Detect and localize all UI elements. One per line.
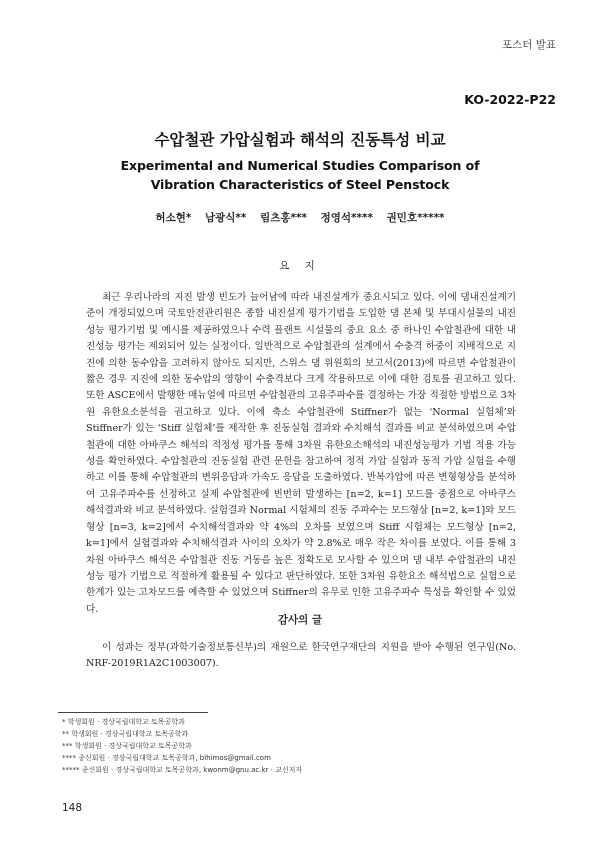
footnote-author-2: ** 학생회원 · 경상국립대학교 토목공학과 [62, 730, 189, 738]
footnote-author-3: *** 학생회원 · 경상국립대학교 토목공학과 [62, 742, 192, 750]
session-label: 포스터 발표 [501, 39, 556, 51]
footnote-author-4: **** 종신회원 · 경상국립대학교 토목공학과, bihimos@gmail.com [62, 754, 271, 762]
acknowledgement-heading: 감사의 글 [277, 614, 323, 626]
abstract-body: 최근 우리나라의 지진 발생 빈도가 늘어남에 따라 내진설계가 중요시되고 있다. 이에 댐내진설계기준이 개정되었으며 국토안전관리원은 종합 내진설계 평가기법을 도입한 댐 본체 및 부대시설물의 내진성능 평가기법 및 예시를 제공하였으나 수력 플랜트 시설물의 중요 요소 중 하나인 수압철관에 대한 내진성능 평가는 제외되어 있는 실정이다. 일반적으로 수압철관의 설계에서 수충격 하중이 지배적으로 지진에 의한 동수압을 고려하지 않아도 되지만, 스위스 댐 위원회의 보고서(2013)에 따르면 수압철관이 짧은 경우 지진에 의한 동수압의 영향이 수충격보다 크게 작용하므로 이에 대한 검토를 권고하고 있다. 또한 ASCE에서 발행한 매뉴얼에 따르면 수압철관의 고유주파수를 결정하는 가장 적절한 방법으로 3차원 유한요소분석을 권고하고 있다. 이에 축소 수압철관에 Stiffner가 없는 ‘Normal 실험체’와 Stiffner가 있는 ‘Stiff 실험체’를 제작한 후 진동실험 결과와 수치해석 결과를 비교 분석하였으며 수압철관에 대한 아바쿠스 해석의 적정성 평가를 통해 3차원 유한요소해석의 내진성능평가 기법 적용 가능성을 확인하였다. 수압철관의 진동실험 관련 문헌을 참고하여 정적 가압 실험과 동적 가압 실험을 수행하고 이를 통해 수압철관의 변위응답과 가속도 응답을 도출하였다. 반복가압에 따른 변형형상을 분석하여 고유주파수를 선정하고 실제 수압철관에 빈번히 발생하는 [n=2, k=1] 모드를 중점으로 아바쿠스 해석결과와 비교 분석하였다. 실험결과 Normal 시험체의 진동 주파수는 모드형상 [n=2, k=1]와 모드형상 [n=3, k=2]에서 수치해석결과와 약 4%의 오차를 보였으며 Stiff 시험체는 모드형상 [n=2, k=1]에서 실험결과와 수치해석결과 사이의 오차가 약 2.8%로 매우 작은 차이를 보였다. 이를 통해 3차원 아바쿠스 해석은 수압철관 진동 거동을 높은 정확도로 모사할 수 있으며 댐 내부 수압철관의 내진 성능 평가 기법으로 적절하게 활용될 수 있다고 판단하였다. 또한 3차원 유한요소 해석법으로 실험으로 한계가 있는 고차모드를 예측할 수 있었으며 Stiffner의 유무로 인한 고유주파수 특성을 확인할 수 있었다. [86, 292, 516, 615]
paper-code: KO-2022-P22 [464, 92, 556, 107]
acknowledgement-body: 이 성과는 정부(과학기술정보통신부)의 재원으로 한국연구재단의 지원을 받아 수행된 연구임(No. NRF-2019R1A2C1003007). [86, 642, 516, 670]
page-number: 148 [62, 802, 83, 814]
footnote-author-5: ***** 종신회원 · 경상국립대학교 토목공학과, kwonm@gnu.ac.kr · 교신저자 [62, 766, 303, 774]
english-title [0, 156, 600, 194]
footnote-divider [58, 712, 208, 713]
english-title-line-1: Experimental and Numerical Studies Comparison of [120, 158, 480, 173]
abstract-heading: 요 지 [279, 260, 321, 272]
footnotes [62, 716, 542, 776]
footnote-author-1: * 학생회원 · 경상국립대학교 토목공학과 [62, 718, 185, 726]
author-list: 허소현* 남광식** 림츠홍*** 정영석**** 권민호***** [155, 212, 445, 224]
korean-title: 수압철관 가압실험과 해석의 진동특성 비교 [154, 131, 446, 149]
english-title-line-2: Vibration Characteristics of Steel Penstock [150, 177, 450, 192]
